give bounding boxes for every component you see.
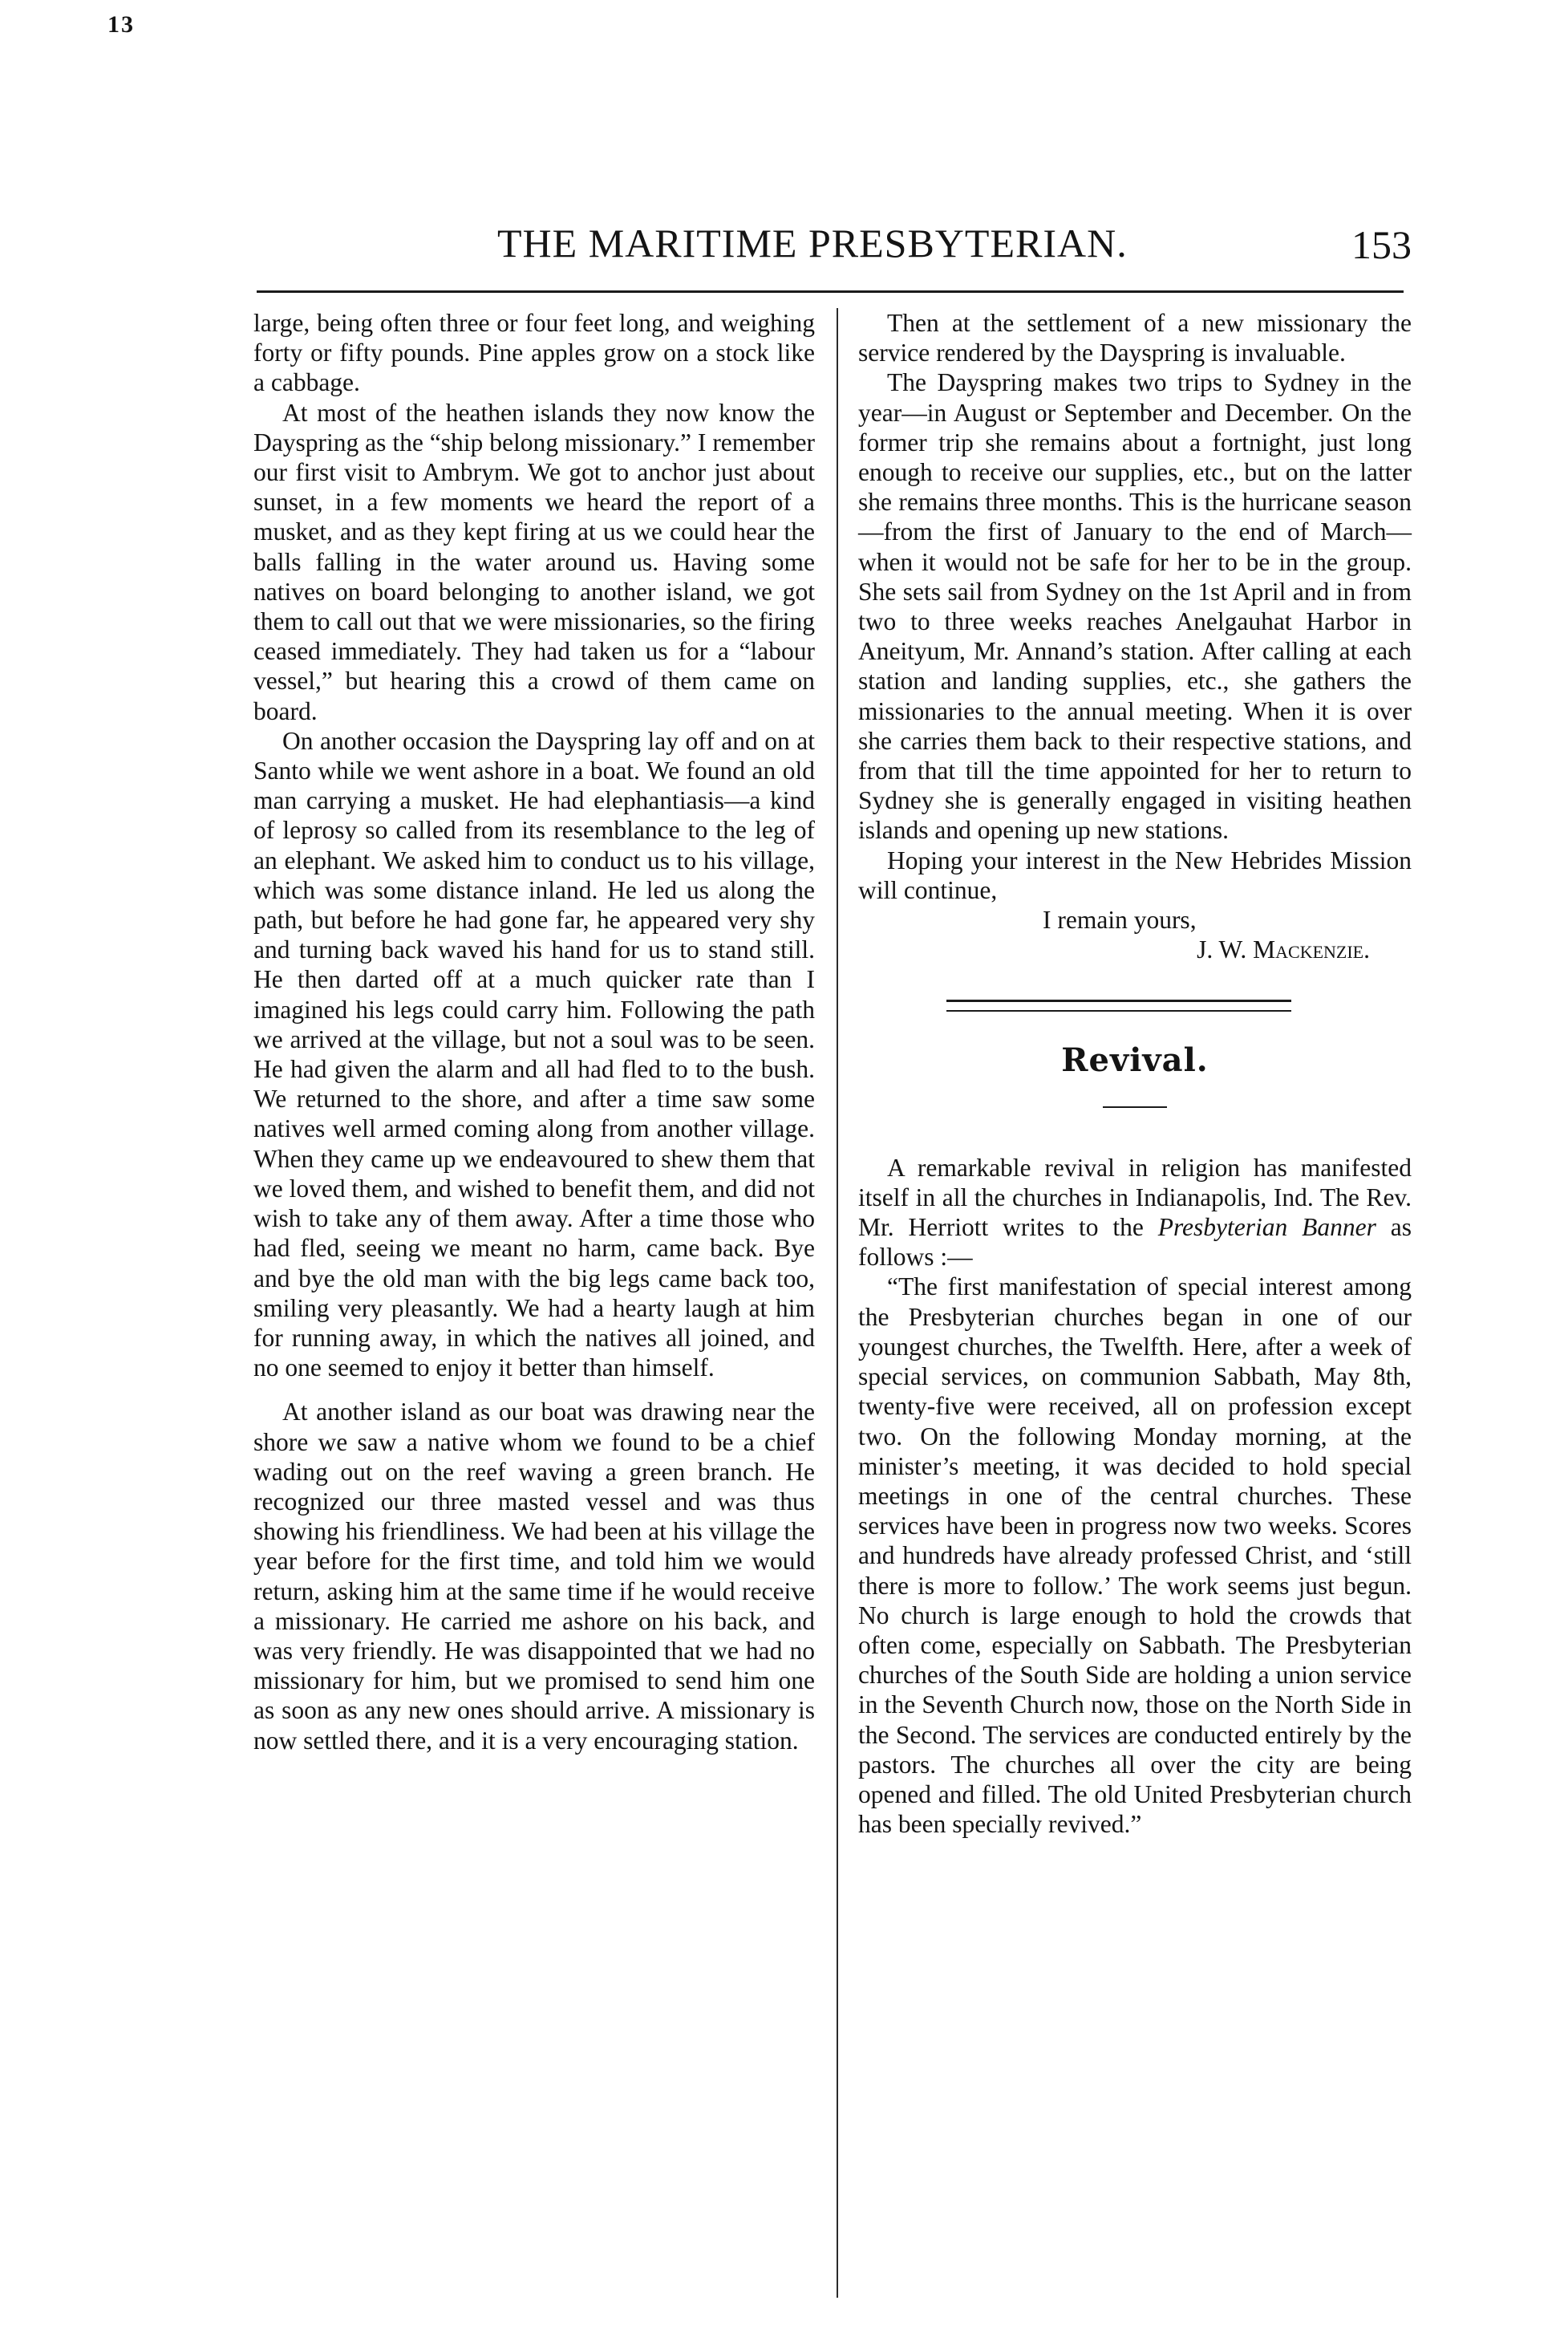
paragraph: At another island as our boat was drawing near the shore we saw a native whom we found to be a chief wading out on the reef waving a green branch. He recognized our three masted vessel and was thus showing his friendliness. We had been at his village the year before for the first time, and told him we would return, asking him at the same time if he would receive a missionary. He carried me ashore on his back, and was very friendly. He was disappointed that we had no missionary for him, but we promised to send him one as soon as any new ones should arrive. A missionary is now settled there, and it is a very encouraging station. bbox=[253, 1398, 815, 1755]
closing-line: I remain yours, bbox=[1043, 906, 1197, 935]
newspaper-title: Presbyterian Banner bbox=[1157, 1213, 1376, 1242]
header-rule bbox=[257, 290, 1404, 293]
revival-quote: “The first manifestation of special interest among the Presbyterian churches began in one of our youngest churches, the Twelfth. Here, after a week of special services, on communion Sabbath, May 8th, twenty-five were received, all on profession except two. On the following Monday morning, at the minister’s meeting, it was decided to hold special meetings in one of the central churches. These services have been in progress now two weeks. Scores and hundreds have already professed Christ, and ‘still there is more to follow.’ The work seems just begun. No church is large enough to hold the crowds that often come, especially on Sabbath. The Presbyterian churches of the South Side are holding a union service in the Seventh Church now, those on the North Side in the Second. The services are conducted entirely by the pastors. The churches all over the city are being opened and filled. The old United Presbyterian church has been specially revived.” bbox=[858, 1272, 1412, 1839]
left-column bbox=[253, 308, 815, 1755]
section-divider bbox=[946, 1000, 1291, 1012]
revival-intro-before: A remarkable revival in religion has manifested itself in all the churches in Indianapolis, Ind. The Rev. Mr. Herriott writes to the bbox=[858, 1153, 1412, 1242]
page-number: 153 bbox=[1351, 222, 1412, 267]
revival-intro bbox=[858, 1153, 1412, 1272]
column-divider bbox=[837, 308, 838, 2298]
paragraph: Hoping your interest in the New Hebrides Mission will continue, bbox=[858, 846, 1412, 904]
running-head: THE MARITIME PRESBYTERIAN. bbox=[497, 221, 1128, 266]
paragraph: At most of the heathen islands they now know the Dayspring as the “ship belong missionary.” I remember our first visit to Ambrym. We got to anchor just about sunset, in a few moments we heard the report of a musket, and as they kept firing at us we could hear the balls falling in the water around us. Having some natives on board belonging to another island, we got them to call out that we were missionaries, so the firing ceased immediately. They had taken us for a “labour vessel,” but hearing this a crowd of them came on board. bbox=[253, 398, 815, 725]
signature: J. W. Mackenzie. bbox=[1197, 935, 1370, 964]
heading-rule bbox=[1103, 1106, 1167, 1108]
paragraph: The Dayspring makes two trips to Sydney in the year—in August or September and December. On the former trip she remains about a fortnight, just long enough to receive our supplies, etc., but on the latter she remains three months. This is the hurricane season—from the first of January to the end of March—when it would not be safe for her to be in the group. She sets sail from Sydney on the 1st April and in from two to three weeks reaches Anelgauhat Harbor in Aneityum, Mr. Annand’s station. After calling at each station and landing supplies, etc., she gathers the missionaries to the annual meeting. When it is over she carries them back to their respective stations, and from that till the time appointed for her to return to Sydney she is generally engaged in visiting heathen islands and opening up new stations. bbox=[858, 368, 1412, 845]
revival-intro-after: as follows :— bbox=[858, 1213, 1412, 1272]
corner-mark: 13 bbox=[107, 11, 135, 38]
paragraph: On another occasion the Dayspring lay off and on at Santo while we went ashore in a boat. We found an old man carrying a musket. He had elephantiasis—a kind of leprosy so called from its resemblance to the leg of an elephant. We asked him to conduct us to his village, which was some distance inland. He led us along the path, but before he had gone far, he appeared very shy and turning back waved his hand for us to stand still. He then darted off at a much quicker rate than I imagined his legs could carry him. Following the path we arrived at the village, but not a soul was to be seen. He had given the alarm and all had fled to to the bush. We returned to the shore, and after a time saw some natives well armed coming along from another village. When they came up we endeavoured to shew them that we loved them, and wished to benefit them, and did not wish to take any of them away. After a time those who had fled, seeing we meant no harm, came back. Bye and bye the old man with the big legs came back too, smiling very pleasantly. We had a hearty laugh at him for running away, in which the natives all joined, and no one seemed to enjoy it better than himself. bbox=[253, 726, 815, 1382]
right-column bbox=[858, 308, 1412, 1839]
paragraph: large, being often three or four feet long, and weighing forty or fifty pounds. Pine apples grow on a stock like a cabbage. bbox=[253, 309, 815, 397]
section-heading: Revival. bbox=[1061, 1041, 1209, 1080]
page-header bbox=[257, 210, 1412, 274]
paragraph: Then at the settlement of a new missionary the service rendered by the Dayspring is invaluable. bbox=[858, 309, 1412, 367]
